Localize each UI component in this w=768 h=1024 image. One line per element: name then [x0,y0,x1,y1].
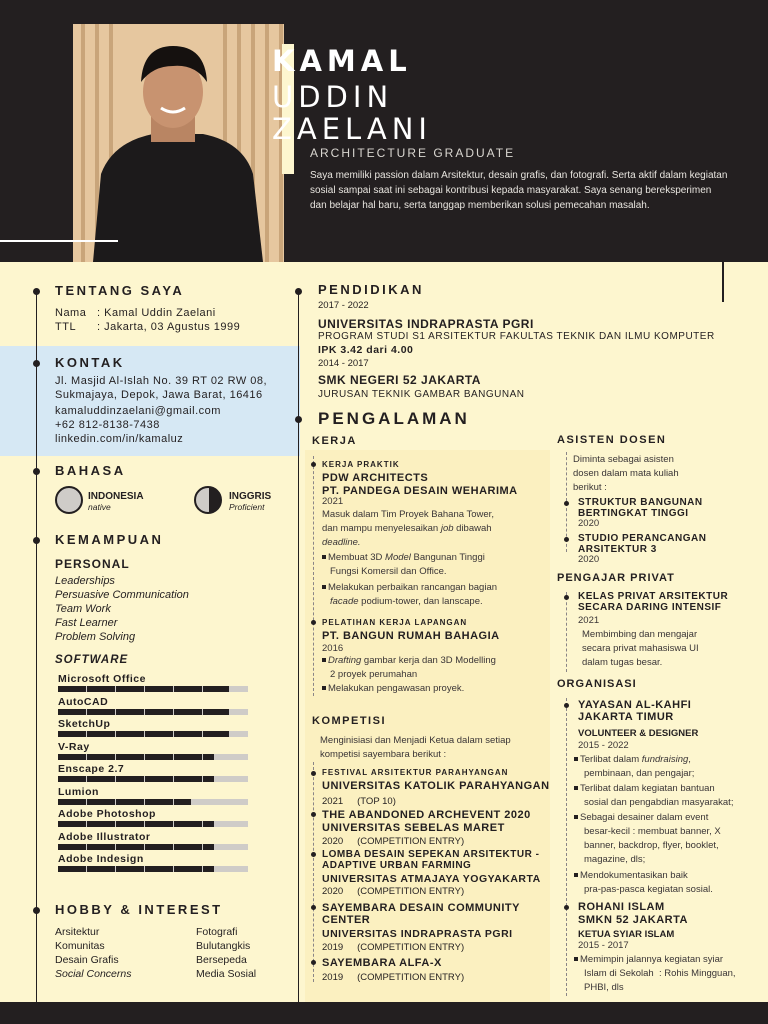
kompetisi-title: KOMPETISI [312,715,387,727]
hobby-col-2 [196,925,256,981]
software-level-track [58,799,248,805]
software-item [58,853,248,876]
kontak-title: KONTAK [55,355,125,370]
org-role: VOLUNTEER & DESIGNER [578,728,699,739]
software-level-fill [58,776,214,782]
org-bullet-cont: pra-pas-pasca kegiatan sosial. [584,884,713,895]
org-bullet-cont: pembinaan, dan pengajar; [584,768,695,779]
software-title: SOFTWARE [55,654,129,666]
personal-skill: Fast Learner [55,617,118,629]
kerja-year: 2016 [322,643,344,654]
hobby-col-1 [55,925,131,981]
personal-skill: Problem Solving [55,631,136,643]
name-middle: UDDIN [272,80,394,114]
kerja-bullet: Melakukan pengawasan proyek. [322,682,464,696]
item-dot [564,537,569,542]
asisten-intro: dosen dalam mata kuliah [573,468,679,479]
software-item [58,763,248,786]
edu-school: UNIVERSITAS INDRAPRASTA PGRI [318,317,534,331]
software-list [58,673,248,876]
edu-school: SMK NEGERI 52 JAKARTA [318,373,481,387]
hobby-item: Arsitektur [55,926,100,938]
org-years: 2015 - 2022 [578,740,629,751]
kontak-phone[interactable]: +62 812-8138-7438 [55,419,160,431]
kompetisi-result: 2020 (COMPETITION ENTRY) [322,886,465,897]
privat-class: KELAS PRIVAT ARSITEKTUR SECARA DARING INTENSIF [578,591,729,613]
kompetisi-label: LOMBA DESAIN SEPEKAN ARSITEKTUR - [322,849,540,860]
tentang-ttl: TTL : Jakarta, 03 Agustus 1999 [55,321,241,333]
software-level-fill [58,731,229,737]
left-timeline [36,290,37,1002]
personal-skill: Team Work [55,603,111,615]
org-bullet: Memimpin jalannya kegiatan syiar [574,953,723,967]
org-name: ROHANI ISLAM SMKN 52 JAKARTA [578,901,688,926]
software-level-track [58,866,248,872]
org-bullet-cont: Islam di Sekolah : Rohis Mingguan, [584,968,736,979]
kerja-title: KERJA [312,435,357,447]
org-bullet-cont: PHBI, dls [584,982,624,993]
org-name: YAYASAN AL-KAHFI JAKARTA TIMUR [578,699,692,723]
personal-skill: Persuasive Communication [55,589,189,601]
item-dot [311,771,316,776]
kerja-desc: Masuk dalam Tim Proyek Bahana Tower, [322,509,494,520]
software-item [58,673,248,696]
org-bullet-cont: sosial dan pengabdian masyarakat; [584,797,734,808]
item-dot [564,501,569,506]
kerja-bullet-cont: 2 proyek perumahan [330,669,418,680]
kerja-desc: dan mampu menyelesaikan job dibawah [322,523,492,534]
item-dot [311,905,316,910]
edu-program: PROGRAM STUDI S1 ARSITEKTUR FAKULTAS TEKNIK DAN ILMU KOMPUTER [318,331,715,342]
item-dot [311,620,316,625]
hobby-item: Desain Grafis [55,954,119,966]
kompetisi-org: UNIVERSITAS INDRAPRASTA PGRI [322,928,513,940]
kontak-linkedin[interactable]: linkedin.com/in/kamaluz [55,433,184,445]
section-dot [295,416,302,423]
software-item [58,696,248,719]
section-dot [33,537,40,544]
software-level-fill [58,844,214,850]
item-dot [564,595,569,600]
software-level-fill [58,799,191,805]
hobby-title: HOBBY & INTEREST [55,902,223,917]
kerja-company: PDW ARCHITECTS [322,472,429,484]
pengalaman-title: PENGALAMAN [318,409,470,428]
software-item [58,831,248,854]
software-level-track [58,686,248,692]
kompetisi-label: SAYEMBARA DESAIN COMMUNITY [322,902,520,914]
kemampuan-title: KEMAMPUAN [55,532,164,547]
kerja-label: PELATIHAN KERJA LAPANGAN [322,618,468,627]
kompetisi-intro: Menginisiasi dan Menjadi Ketua dalam setiap [320,735,511,746]
asisten-year: 2020 [578,554,600,565]
software-level-track [58,731,248,737]
org-years: 2015 - 2017 [578,940,629,951]
kerja-bullet: Drafting gambar kerja dan 3D Modelling [322,654,496,668]
job-title: ARCHITECTURE GRADUATE [310,146,516,160]
org-bullet-cont: magazine, dls; [584,854,646,865]
privat-desc: Membimbing dan mengajar [582,629,698,640]
personal-title: PERSONAL [55,557,130,571]
section-dot [295,288,302,295]
kerja-bullet-cont: facade podium-tower, dan lanscape. [330,596,483,607]
software-item [58,808,248,831]
software-level-track [58,754,248,760]
language-level: Proficient [229,502,265,512]
privat-timeline [566,592,567,672]
tentang-nama: Nama : Kamal Uddin Zaelani [55,307,216,319]
edu-years: 2017 - 2022 [318,300,369,311]
hobby-item: Bersepeda [196,954,247,966]
kompetisi-result: 2021 (TOP 10) [322,796,396,807]
item-dot [564,905,569,910]
kompetisi-label: FESTIVAL ARSITEKTUR PARAHYANGAN [322,768,509,777]
kerja-year: 2021 [322,496,344,507]
software-level-track [58,709,248,715]
software-level-track [58,821,248,827]
software-name: AutoCAD [58,695,109,708]
item-dot [564,703,569,708]
kontak-email[interactable]: kamaluddinzaelani@gmail.com [55,405,221,417]
kontak-address-1: Jl. Masjid Al-Islah No. 39 RT 02 RW 08, [55,375,268,387]
kerja-timeline [313,456,314,696]
personal-skill: Leaderships [55,575,115,587]
kompetisi-org: UNIVERSITAS ATMAJAYA YOGYAKARTA [322,873,541,885]
kerja-bullet: Melakukan perbaikan rancangan bagian [322,581,497,595]
privat-desc: secara privat mahasiswa UI [582,643,699,654]
section-dot [33,360,40,367]
asisten-intro: berikut : [573,482,607,493]
software-name: Adobe Illustrator [58,830,151,843]
language-level: native [88,502,111,512]
section-dot [33,468,40,475]
software-level-fill [58,709,229,715]
software-name: SketchUp [58,718,111,730]
header-divider-line [0,240,118,242]
org-bullet: Sebagai desainer dalam event [574,811,708,825]
edu-ipk: IPK 3.42 dari 4.00 [318,344,414,356]
item-dot [311,462,316,467]
organisasi-title: ORGANISASI [557,678,637,690]
org-bullet: Terlibat dalam kegiatan bantuan [574,782,715,796]
organisasi-timeline [566,698,567,996]
bahasa-title: BAHASA [55,463,126,478]
org-bullet-cont: besar-kecil : membuat banner, X [584,826,721,837]
asisten-course: STRUKTUR BANGUNAN BERTINGKAT TINGGI [578,497,703,519]
profile-photo-illustration [73,24,284,262]
bio-text: Saya memiliki passion dalam Arsitektur, desain grafis, dan fotografi. Serta aktif dalam kegiatan sosial sampai saat ini sebagai kontribusi kepada masyarakat. Saya senang bereksperimen dan belajar hal baru, serta tanggap memberikan solusi pemecahan masalah. [310,170,728,211]
privat-year: 2021 [578,615,600,626]
kompetisi-label: THE ABANDONED ARCHEVENT 2020 [322,809,531,821]
kerja-company: PT. PANDEGA DESAIN WEHARIMA [322,485,518,497]
item-dot [311,852,316,857]
software-level-fill [58,866,214,872]
kompetisi-label: ADAPTIVE URBAN FARMING [322,860,472,871]
software-name: Lumion [58,785,99,798]
asisten-intro: Diminta sebagai asisten [573,454,674,465]
software-name: Enscape 2.7 [58,763,125,775]
kerja-desc: deadline. [322,537,361,548]
tentang-title: TENTANG SAYA [55,283,185,298]
kontak-address-2: Sukmajaya, Depok, Jawa Barat, 16416 [55,389,263,401]
software-name: Microsoft Office [58,673,146,685]
privat-desc: dalam tugas besar. [582,657,663,668]
middle-timeline [298,290,299,1002]
language-inggris-indicator [194,486,222,514]
pendidikan-title: PENDIDIKAN [318,282,424,297]
section-dot [33,907,40,914]
right-accent-line [722,232,724,302]
software-name: V-Ray [58,740,90,753]
language-indonesia-indicator [55,486,83,514]
hobby-item: Social Concerns [55,968,132,980]
kompetisi-result: 2020 (COMPETITION ENTRY) [322,836,465,847]
profile-photo [73,24,284,262]
personal-skills-list [55,574,189,644]
org-role: KETUA SYIAR ISLAM [578,929,675,940]
hobby-item: Bulutangkis [196,940,251,952]
name-first: KAMAL [272,44,412,78]
edu-program: JURUSAN TEKNIK GAMBAR BANGUNAN [318,389,525,400]
software-level-track [58,844,248,850]
kerja-company: PT. BANGUN RUMAH BAHAGIA [322,630,500,642]
kompetisi-timeline [313,762,314,982]
language-name: INGGRIS [229,491,272,502]
item-dot [311,960,316,965]
name-last: ZAELANI [272,112,432,146]
kompetisi-org: UNIVERSITAS SEBELAS MARET [322,822,505,834]
org-bullet: Mendokumentasikan baik [574,869,688,883]
kerja-label: KERJA PRAKTIK [322,460,400,469]
section-dot [33,288,40,295]
software-level-fill [58,821,214,827]
org-bullet: Terlibat dalam fundraising, [574,753,691,767]
asisten-year: 2020 [578,518,600,529]
hobby-item: Fotografi [196,926,238,938]
software-item [58,786,248,809]
kerja-bullet-cont: Fungsi Komersil dan Office. [330,566,447,577]
kerja-bullet: Membuat 3D Model Bangunan Tinggi [322,551,485,565]
kompetisi-intro: kompetisi sayembara berikut : [320,749,447,760]
software-level-track [58,776,248,782]
kompetisi-org: UNIVERSITAS KATOLIK PARAHYANGAN [322,780,550,792]
hobby-item: Media Sosial [196,968,257,980]
software-item [58,741,248,764]
footer-band [0,1002,768,1024]
hobby-item: Komunitas [55,940,105,952]
org-bullet-cont: banner, backdrop, flyer, booklet, [584,840,719,851]
software-item [58,718,248,741]
kompetisi-result: 2019 (COMPETITION ENTRY) [322,942,465,953]
edu-years: 2014 - 2017 [318,358,369,369]
software-name: Adobe Photoshop [58,808,156,820]
software-name: Adobe Indesign [58,853,144,865]
kompetisi-label: CENTER [322,914,371,926]
asisten-title: ASISTEN DOSEN [557,434,667,446]
privat-title: PENGAJAR PRIVAT [557,572,675,584]
software-level-fill [58,754,214,760]
asisten-course: STUDIO PERANCANGAN ARSITEKTUR 3 [578,533,707,555]
kompetisi-result: 2019 (COMPETITION ENTRY) [322,972,465,983]
kompetisi-label: SAYEMBARA ALFA-X [322,957,442,969]
language-name: INDONESIA [88,491,144,502]
item-dot [311,812,316,817]
software-level-fill [58,686,229,692]
